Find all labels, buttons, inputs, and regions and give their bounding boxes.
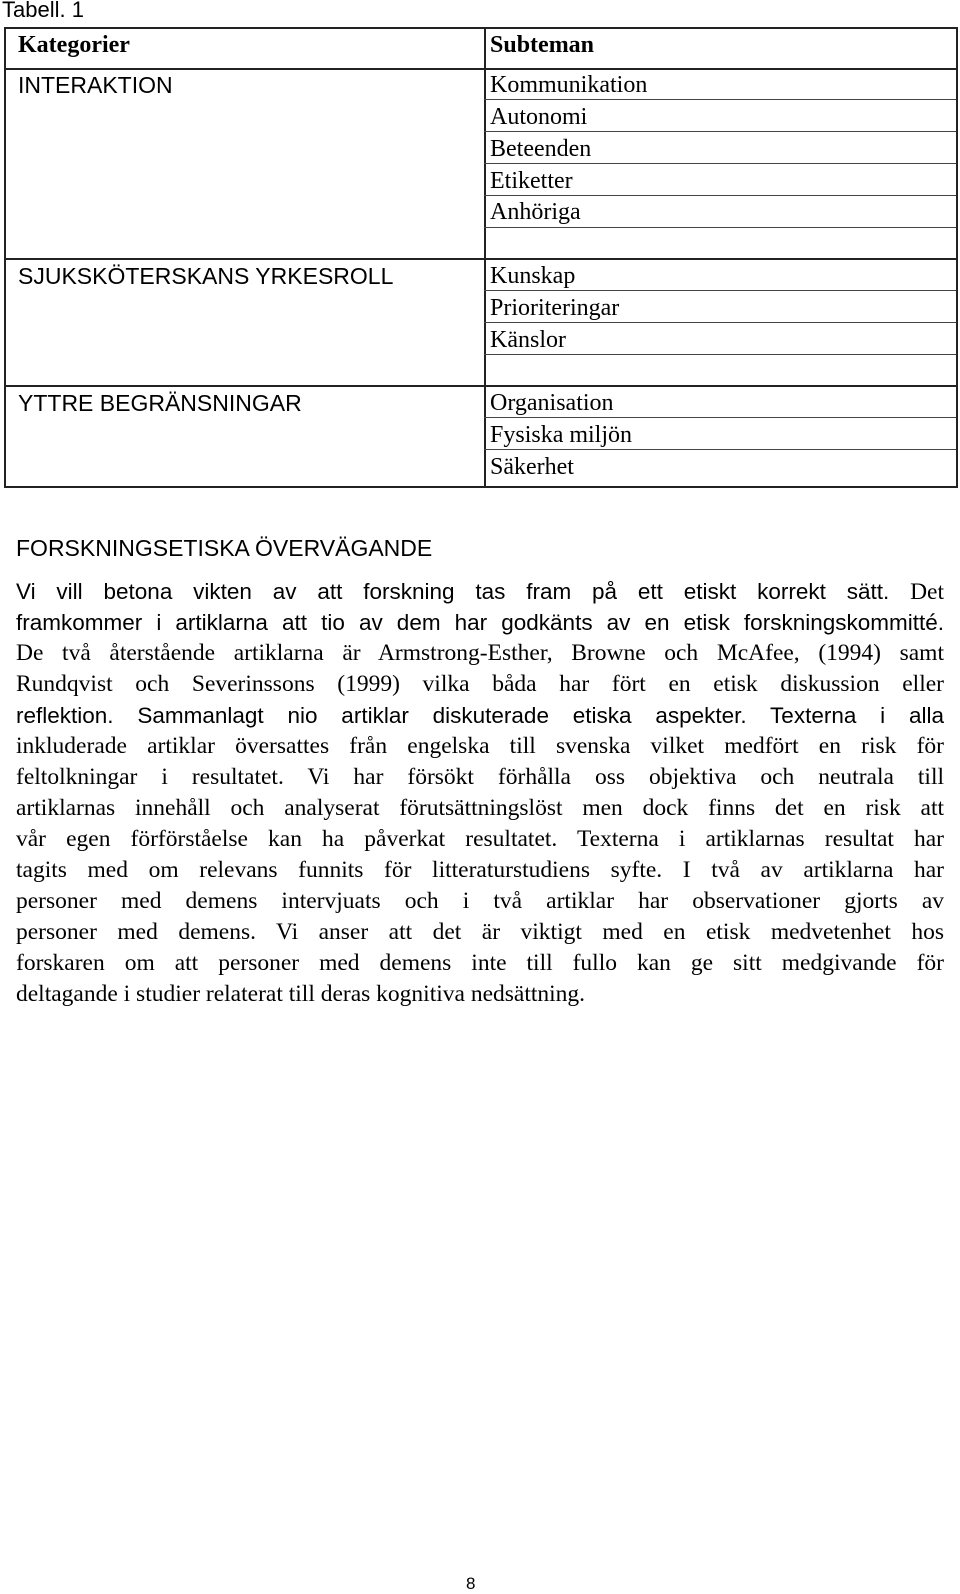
subtheme-cell: Anhöriga bbox=[490, 199, 581, 225]
text-line: personer med demens. Vi anser att det är viktigt med en etisk medvetenhet hos bbox=[16, 919, 944, 945]
text-line: framkommer i artiklarna att tio av dem har godkänts av en etisk forskningskommitté. bbox=[16, 610, 944, 635]
subtheme-cell: Kommunikation bbox=[490, 72, 648, 98]
page-number: 8 bbox=[466, 1574, 476, 1593]
body-paragraph bbox=[16, 576, 944, 1010]
text-line: reflektion. Sammanlagt nio artiklar diskuterade etiska aspekter. Texterna i alla bbox=[16, 703, 944, 728]
subtheme-cell: Organisation bbox=[490, 390, 614, 416]
text-line: De två återstående artiklarna är Armstrong-Esther, Browne och McAfee, (1994) samt bbox=[16, 640, 944, 666]
categories-table bbox=[4, 27, 958, 488]
text-line: Rundqvist och Severinssons (1999) vilka båda har fört en etisk diskussion eller bbox=[16, 671, 944, 697]
subtheme-cell: Beteenden bbox=[490, 136, 592, 162]
text-line: forskaren om att personer med demens inte till fullo kan ge sitt medgivande för bbox=[16, 950, 944, 976]
category-cell: SJUKSKÖTERSKANS YRKESROLL bbox=[18, 263, 394, 289]
header-subteman: Subteman bbox=[490, 32, 595, 58]
subtheme-cell: Känslor bbox=[490, 327, 566, 353]
subtheme-cell: Etiketter bbox=[490, 168, 573, 194]
section-heading: FORSKNINGSETISKA ÖVERVÄGANDE bbox=[16, 535, 433, 561]
header-kategorier: Kategorier bbox=[18, 32, 130, 58]
category-cell: YTTRE BEGRÄNSNINGAR bbox=[18, 390, 302, 416]
table-caption: Tabell. 1 bbox=[2, 0, 84, 22]
category-cell: INTERAKTION bbox=[18, 72, 173, 98]
subtheme-cell: Prioriteringar bbox=[490, 295, 620, 321]
text-line: tagits med om relevans funnits för litteraturstudiens syfte. I två av artiklarna har bbox=[16, 857, 944, 883]
text-line: feltolkningar i resultatet. Vi har försökt förhålla oss objektiva och neutrala till bbox=[16, 764, 944, 790]
subtheme-cell: Kunskap bbox=[490, 263, 576, 289]
text-line: vår egen förförståelse kan ha påverkat resultatet. Texterna i artiklarnas resultat har bbox=[16, 826, 944, 852]
text-line: deltagande i studier relaterat till deras kognitiva nedsättning. bbox=[16, 981, 586, 1007]
text-line: artiklarnas innehåll och analyserat förutsättningslöst men dock finns det en risk att bbox=[16, 795, 944, 821]
subtheme-cell: Autonomi bbox=[490, 104, 588, 130]
subtheme-cell: Säkerhet bbox=[490, 454, 574, 480]
text-line: personer med demens intervjuats och i två artiklar har observationer gjorts av bbox=[16, 888, 944, 914]
text-line: Vi vill betona vikten av att forskning tas fram på ett etiskt korrekt sätt. Det bbox=[16, 579, 944, 605]
text-line: inkluderade artiklar översattes från engelska till svenska vilket medfört en risk för bbox=[16, 733, 944, 759]
subtheme-cell: Fysiska miljön bbox=[490, 422, 633, 448]
